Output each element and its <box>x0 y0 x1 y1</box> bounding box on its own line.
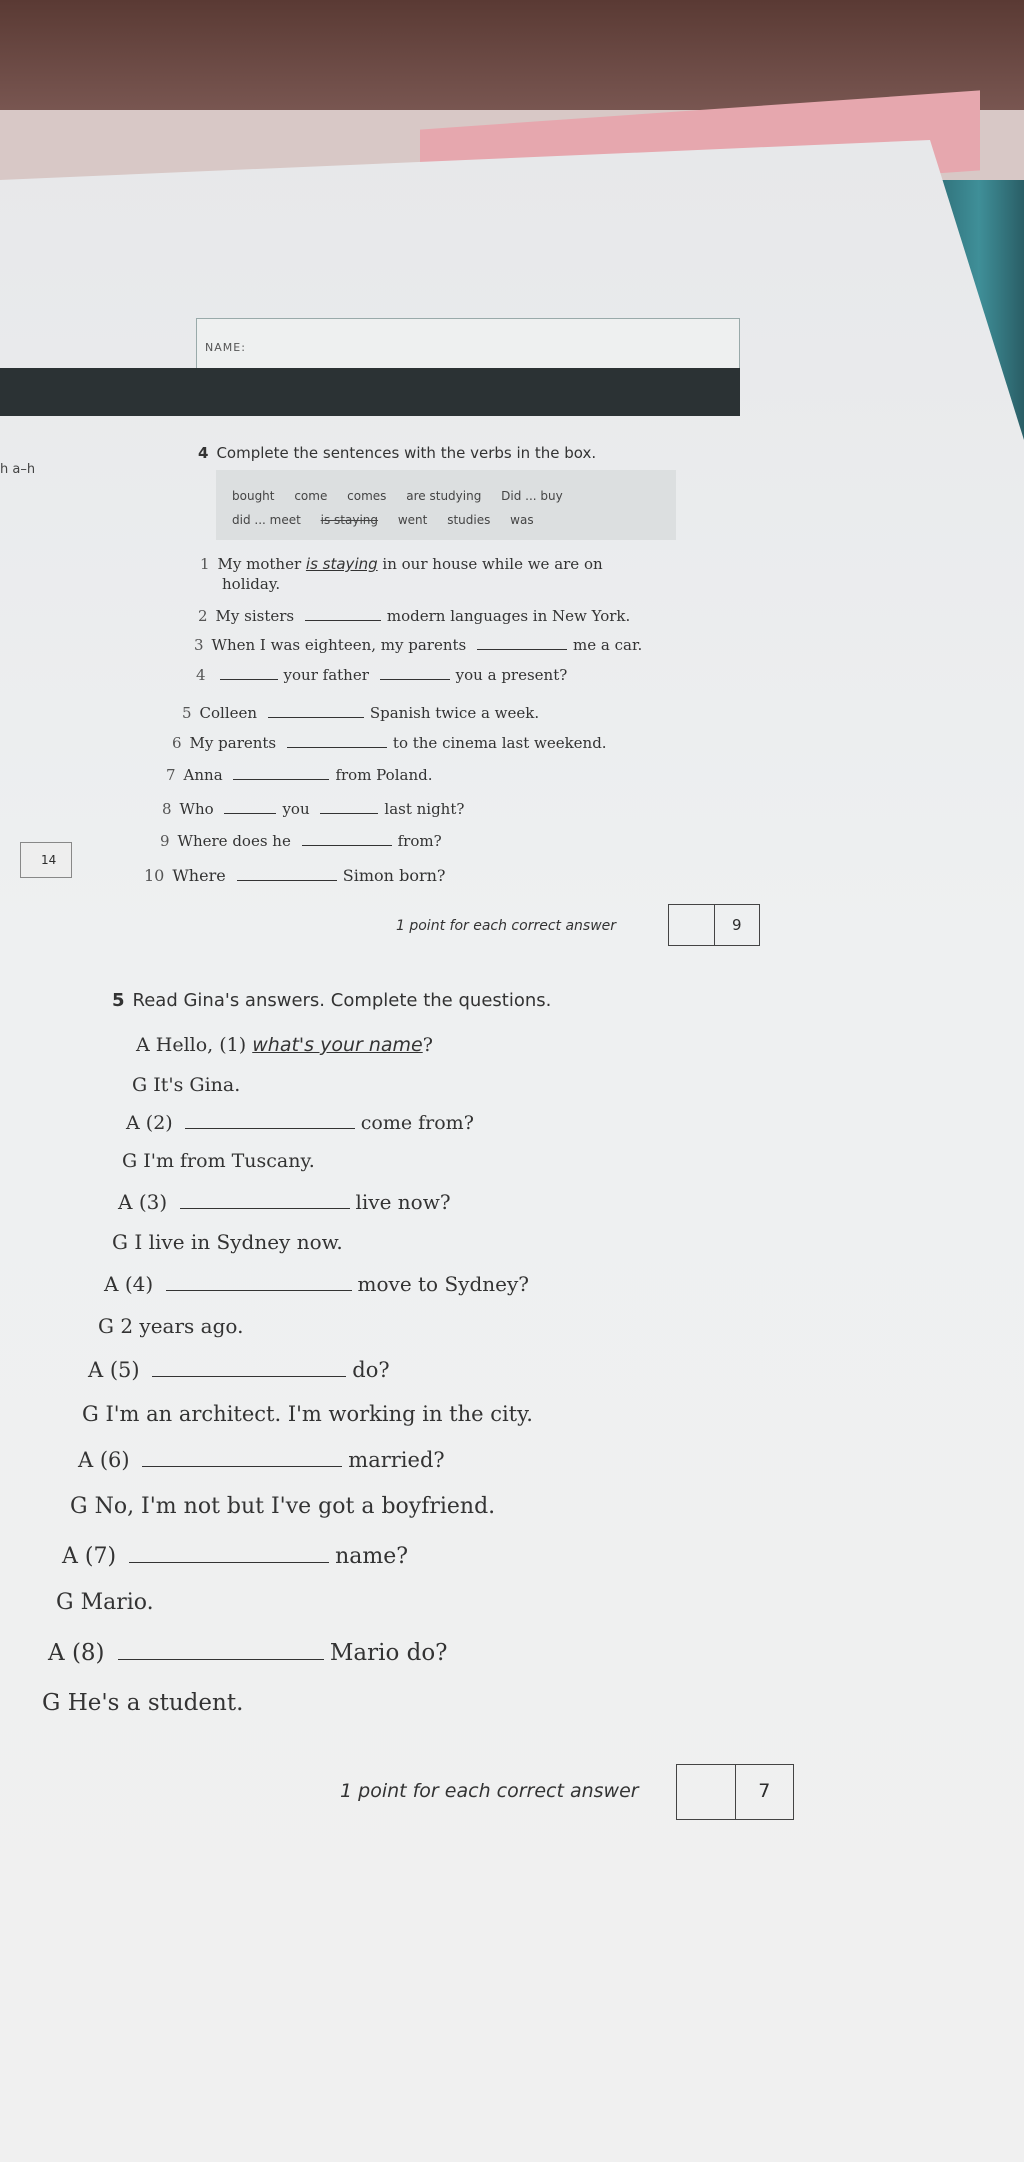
exercise5-instruction: Read Gina's answers. Complete the questions. <box>132 990 552 1011</box>
ex5-line-15: A (8) Mario do? <box>48 1640 448 1666</box>
ex4-blank[interactable] <box>305 620 381 621</box>
verb-item-crossed: is staying <box>320 513 379 527</box>
ex4-blank[interactable] <box>224 813 276 814</box>
exercise5-title <box>112 990 551 1011</box>
ex4-blank[interactable] <box>220 679 278 680</box>
name-label: NAME: <box>205 341 246 354</box>
ex5-line-10: G I'm an architect. I'm working in the city. <box>82 1402 533 1426</box>
verb-item: comes <box>347 489 387 503</box>
ex5-blank[interactable] <box>180 1208 350 1209</box>
ex4-blank[interactable] <box>237 880 337 881</box>
ex4-sentence-8: 8 Who you last night? <box>162 800 465 818</box>
verb-item: bought <box>232 489 275 503</box>
ex4-sentence-1-cont: holiday. <box>222 575 281 593</box>
ex4-answer-1: is staying <box>305 555 378 573</box>
ex5-line-4: G I'm from Tuscany. <box>122 1150 315 1172</box>
ex4-score-input[interactable] <box>669 905 715 945</box>
verb-item: Did ... buy <box>501 489 563 503</box>
ex5-answer-1: what's your name <box>252 1034 423 1056</box>
ex4-sentence-9: 9 Where does he from? <box>160 832 442 850</box>
ex4-sentence-7: 7 Anna from Poland. <box>166 766 433 784</box>
side-label-top: h a–h <box>0 462 36 477</box>
exercise4-instruction: Complete the sentences with the verbs in the box. <box>216 444 597 462</box>
ex5-line-6: G I live in Sydney now. <box>112 1230 343 1254</box>
ex4-max-score: 9 <box>731 916 742 934</box>
ex4-blank[interactable] <box>287 747 387 748</box>
name-field <box>196 318 740 370</box>
ex4-sentence-4: 4 your father you a present? <box>196 666 568 684</box>
ex5-score-box <box>676 1764 794 1820</box>
ex5-line-9: A (5) do? <box>88 1358 390 1382</box>
ex4-blank[interactable] <box>380 679 450 680</box>
ex5-line-3: A (2) come from? <box>126 1112 474 1134</box>
ex4-blank[interactable] <box>302 845 392 846</box>
ex5-line-7: A (4) move to Sydney? <box>104 1272 529 1296</box>
ex5-blank[interactable] <box>152 1376 346 1377</box>
ex5-line-12: G No, I'm not but I've got a boyfriend. <box>70 1494 496 1519</box>
verb-item: went <box>397 513 428 527</box>
ex5-blank[interactable] <box>129 1562 329 1563</box>
ex5-line-2: G It's Gina. <box>132 1074 241 1096</box>
ex4-sentence-2: 2 My sisters modern languages in New York. <box>198 607 631 625</box>
verb-item: studies <box>447 513 491 527</box>
ex5-line-5: A (3) live now? <box>118 1190 451 1214</box>
ex5-blank[interactable] <box>166 1290 352 1291</box>
ex4-blank[interactable] <box>268 717 364 718</box>
exercise4-title <box>198 444 596 462</box>
ex4-score-box <box>668 904 760 946</box>
ex4-sentence-5: 5 Colleen Spanish twice a week. <box>182 704 540 722</box>
ex5-max-score: 7 <box>758 1780 771 1802</box>
ex5-blank[interactable] <box>185 1128 355 1129</box>
verb-item: are studying <box>406 489 482 503</box>
ex5-score-input[interactable] <box>677 1765 736 1819</box>
ex4-point-text: 1 point for each correct answer <box>396 918 617 934</box>
exercise5-number: 5 <box>112 990 125 1011</box>
ex4-sentence-10: 10 Where Simon born? <box>144 866 446 885</box>
verb-item: come <box>294 489 328 503</box>
ex5-line-11: A (6) married? <box>78 1448 445 1472</box>
ex5-line-16: G He's a student. <box>42 1690 244 1716</box>
ex4-sentence-1: 1 My mother is staying in our house while we are on <box>200 555 603 573</box>
ex5-line-14: G Mario. <box>56 1590 154 1615</box>
ex5-line-8: G 2 years ago. <box>98 1314 244 1338</box>
ex5-point-text: 1 point for each correct answer <box>340 1780 639 1802</box>
ex4-sentence-3: 3 When I was eighteen, my parents me a car. <box>194 636 643 654</box>
ex4-sentence-6: 6 My parents to the cinema last weekend. <box>172 734 607 752</box>
side-score-tag <box>20 842 72 878</box>
ex5-blank[interactable] <box>118 1659 324 1660</box>
ex5-line-1: A Hello, (1) what's your name? <box>136 1034 433 1056</box>
verb-box <box>216 470 676 540</box>
ex5-blank[interactable] <box>142 1466 342 1467</box>
ex4-blank[interactable] <box>320 813 378 814</box>
side-score-value: 14 <box>41 853 57 867</box>
ex4-blank[interactable] <box>233 779 329 780</box>
ex4-blank[interactable] <box>477 649 567 650</box>
ex5-line-13: A (7) name? <box>62 1544 409 1569</box>
exercise4-number: 4 <box>198 444 209 462</box>
verb-item: did ... meet <box>232 513 301 527</box>
header-dark-band <box>0 368 740 416</box>
verb-item: was <box>510 513 534 527</box>
